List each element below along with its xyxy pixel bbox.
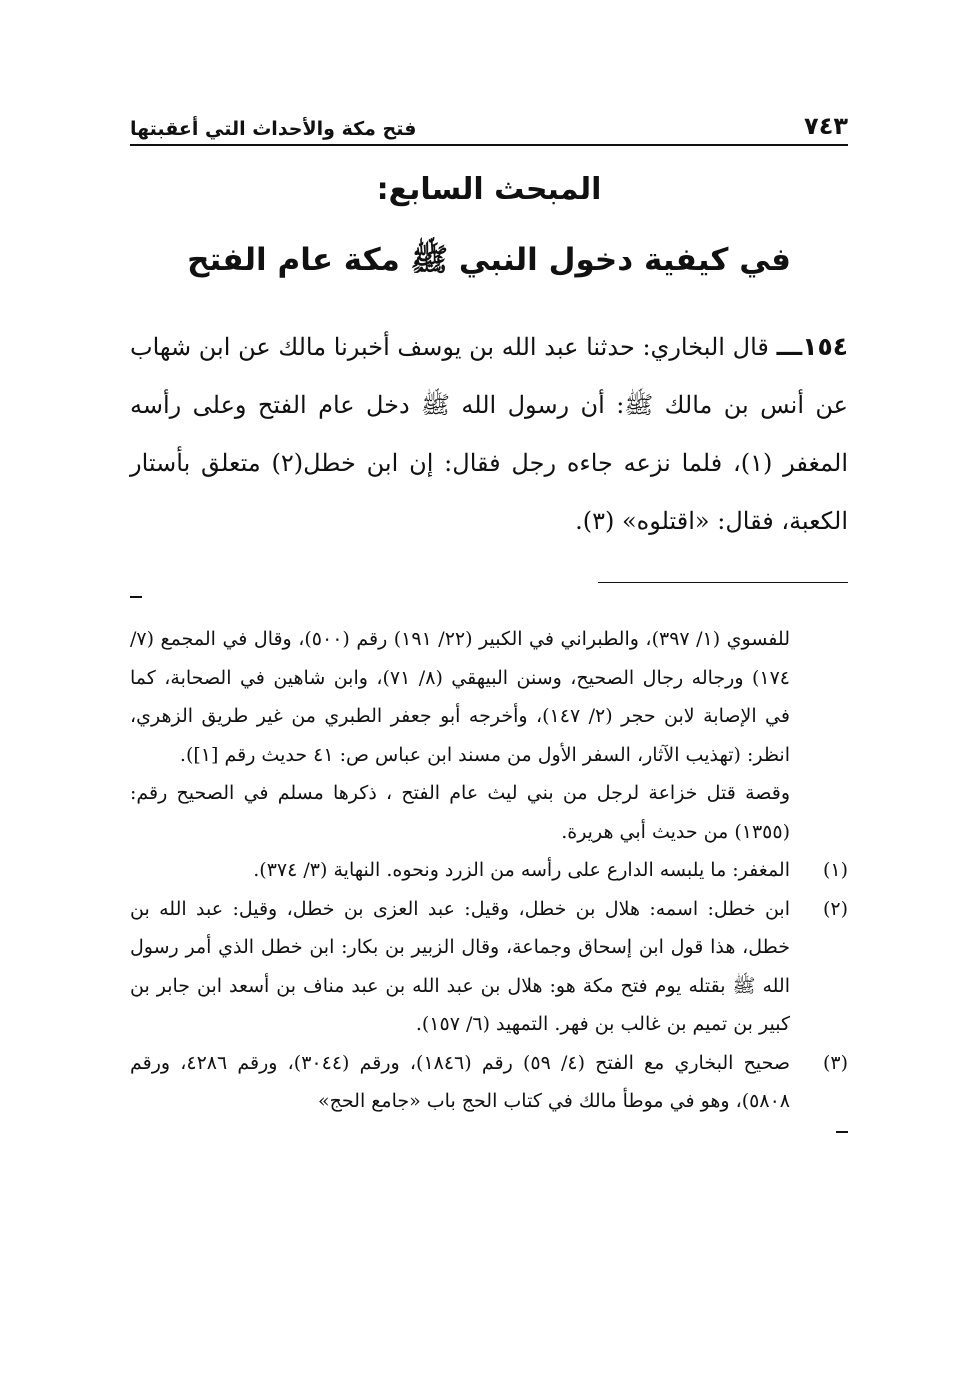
footnote-text: ابن خطل: اسمه: هلال بن خطل، وقيل: عبد العزى بن خطل، وقيل: عبد الله بن خطل، هذا قول ابن إسحاق وجماعة، وقال الزبير بن بكار: ابن خطل الذي أمر رسول الله ﷺ بقتله يوم فتح مكة هو: هلال بن عبد الله بن عبد مناف بن أسعد ابن جابر بن كبير بن تميم بن غالب بن فهر. التمهيد (٦/ ١٥٧). <box>130 897 790 1035</box>
footnote-mark: (٢) <box>822 897 848 920</box>
footnote-continuation: للفسوي (١/ ٣٩٧)، والطبراني في الكبير (٢٢/ ١٩١) رقم (٥٠٠)، وقال في المجمع (٧/ ١٧٤) ورجاله رجال الصحيح، وسنن البيهقي (٨/ ٧١)، وابن شاهين في الصحابة، كما في الإصابة لابن حجر (٢/ ١٤٧)، وأخرجه أبو جعفر الطبري من غير طريق الزهري، انظر: (تهذيب الآثار، السفر الأول من مسند ابن عباس ص: ٤١ حديث رقم [١]). <box>130 628 790 766</box>
hadith-number: ١٥٤ـــ <box>776 332 848 361</box>
section-label: المبحث السابع: <box>376 172 602 207</box>
footnote-mark: (٣) <box>822 1051 848 1074</box>
footnote-continuation-2: وقصة قتل خزاعة لرجل من بني ليث عام الفتح ، ذكرها مسلم في الصحيح رقم: (١٣٥٥) من حديث أبي هريرة. <box>130 782 790 843</box>
continuation-dash <box>130 596 142 598</box>
footnote-separator <box>130 572 848 612</box>
hadith-paragraph <box>130 318 848 550</box>
footnote-3 <box>130 1044 848 1121</box>
continued-dash <box>836 1131 848 1133</box>
section-title: في كيفية دخول النبي ﷺ مكة عام الفتح <box>187 242 791 278</box>
hadith-text: قال البخاري: حدثنا عبد الله بن يوسف أخبرنا مالك عن ابن شهاب عن أنس بن مالك ﷺ: أن رسول الله ﷺ دخل عام الفتح وعلى رأسه المغفر (١)، فلما نزعه جاءه رجل فقال: إن ابن خطل(٢) متعلق بأستار الكعبة، فقال: «اقتلوه» (٣). <box>130 333 848 535</box>
footnote-2 <box>130 890 848 1044</box>
footnote-text: صحيح البخاري مع الفتح (٤/ ٥٩) رقم (١٨٤٦)، ورقم (٣٠٤٤)، ورقم ٤٢٨٦، ورقم ٥٨٠٨)، وهو في موطأ مالك في كتاب الحج باب «جامع الحج» <box>130 1051 790 1112</box>
running-title: فتح مكة والأحداث التي أعقبتها <box>130 118 417 140</box>
footnote-text: المغفر: ما يلبسه الدارع على رأسه من الزرد ونحوه. النهاية (٣/ ٣٧٤). <box>253 859 790 881</box>
footnotes <box>130 620 848 1133</box>
page-number: ٧٤٣ <box>804 112 848 140</box>
running-header <box>130 104 848 146</box>
footnote-1 <box>130 851 848 890</box>
footnote-mark: (١) <box>822 859 848 881</box>
footnote-rule <box>598 582 848 583</box>
book-page <box>130 104 848 1133</box>
